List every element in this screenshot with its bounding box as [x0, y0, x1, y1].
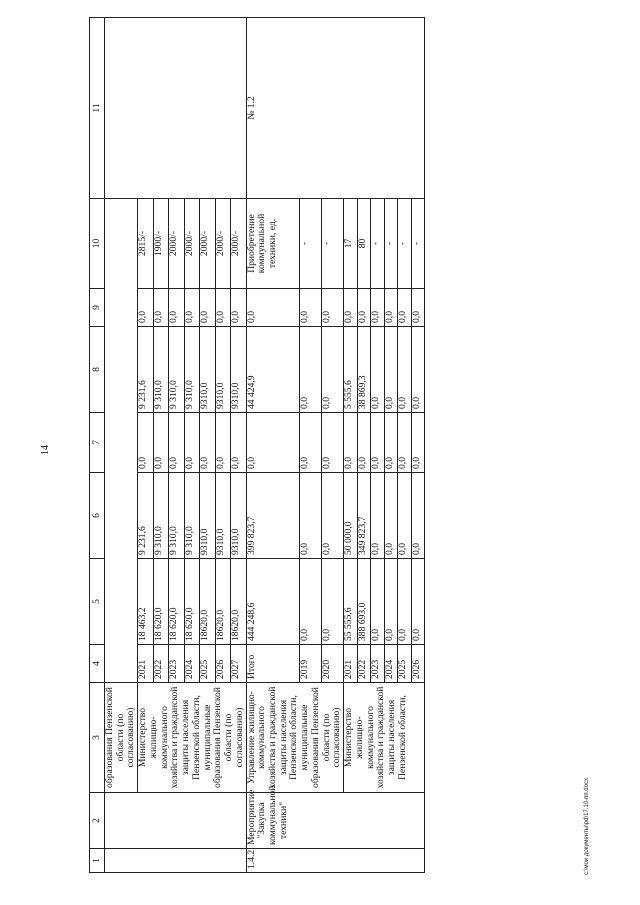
table-cell: 2000/-	[200, 199, 215, 289]
table-cell: -	[300, 199, 322, 289]
column-header: 2	[90, 793, 105, 849]
table-cell: -	[411, 199, 425, 289]
column-header: 3	[90, 683, 105, 793]
table-cell: 388 693,0	[357, 559, 371, 645]
table-cell: 0,0	[246, 289, 300, 327]
table-cell: 0,0	[384, 327, 398, 413]
table-cell: 38 869,3	[357, 327, 371, 413]
table-cell: 2025	[398, 645, 412, 683]
table-cell: -	[384, 199, 398, 289]
table-cell: 50 000,0	[344, 473, 358, 559]
table-cell: 0,0	[322, 413, 344, 473]
table-cell: 0,0	[411, 559, 425, 645]
table-cell: 0,0	[384, 559, 398, 645]
table-cell: 0,0	[153, 289, 168, 327]
table-cell: 0,0	[138, 413, 153, 473]
table-cell: 0,0	[322, 289, 344, 327]
table-cell: 9310,0	[215, 473, 230, 559]
table-row	[246, 18, 300, 873]
table-cell: 9 310,0	[184, 473, 199, 559]
table-cell: 0,0	[153, 413, 168, 473]
table-cell: 0,0	[357, 413, 371, 473]
program-table	[89, 17, 425, 873]
page-number: 14	[40, 445, 51, 455]
table-cell: 0,0	[398, 473, 412, 559]
table-cell: 2815/-	[138, 199, 153, 289]
table-cell: 2023	[371, 645, 385, 683]
table-cell: 9 310,0	[153, 327, 168, 413]
table-cell: 1900/-	[153, 199, 168, 289]
table-cell: -	[398, 199, 412, 289]
table-cell: 2022	[153, 645, 168, 683]
table-cell: 0,0	[169, 413, 184, 473]
table-cell: 2024	[184, 645, 199, 683]
table-cell: 2026	[215, 645, 230, 683]
responsible-cell: образования Пензенской области (по согласованию)	[105, 683, 138, 793]
table-cell: 9 310,0	[184, 327, 199, 413]
file-path-footer: c:\мои документы\pd\17.10-пп.docx	[584, 778, 590, 875]
table-cell: 80	[357, 199, 371, 289]
table-cell: 0,0	[398, 413, 412, 473]
table-cell: 0,0	[300, 559, 322, 645]
table-cell: 0,0	[200, 413, 215, 473]
column-header: 11	[90, 18, 105, 199]
table-cell: 18 620,0	[169, 559, 184, 645]
table-cell: 0,0	[411, 327, 425, 413]
table-cell: Итого	[246, 645, 300, 683]
table-cell: 18620,0	[200, 559, 215, 645]
table-cell: 2000/-	[215, 199, 230, 289]
table-cell: 18 463,2	[138, 559, 153, 645]
table-cell: 0,0	[371, 327, 385, 413]
table-cell: 444 248,6	[246, 559, 300, 645]
table-cell: 0,0	[231, 289, 247, 327]
responsible-cell: Министерство жилищно-коммунального хозяйства и гражданской защиты населения Пензенской области,	[344, 683, 425, 793]
table-cell: 0,0	[300, 413, 322, 473]
table-cell: 0,0	[300, 473, 322, 559]
table-cell: 18 620,0	[184, 559, 199, 645]
table-cell: 0,0	[398, 289, 412, 327]
table-cell: 9 310,0	[169, 327, 184, 413]
table-cell: 0,0	[300, 289, 322, 327]
table-cell: 0,0	[411, 473, 425, 559]
table-cell: 2000/-	[184, 199, 199, 289]
table-cell: 0,0	[200, 289, 215, 327]
table-cell: 0,0	[322, 327, 344, 413]
table-cell: 0,0	[300, 327, 322, 413]
column-header: 6	[90, 473, 105, 559]
table-cell: 0,0	[138, 289, 153, 327]
table-cell: 2020	[322, 645, 344, 683]
table-cell: 0,0	[384, 473, 398, 559]
table-cell: 2024	[384, 645, 398, 683]
table-cell: 5 555,6	[344, 327, 358, 413]
table-cell: 0,0	[384, 413, 398, 473]
table-cell: -	[371, 199, 385, 289]
table-cell: 0,0	[371, 559, 385, 645]
table-cell: 2019	[300, 645, 322, 683]
table-cell: 2025	[200, 645, 215, 683]
table-cell: 0,0	[184, 289, 199, 327]
table-cell: 2021	[344, 645, 358, 683]
table-cell	[105, 18, 247, 199]
table-cell: 17	[344, 199, 358, 289]
responsible-cell: Министерство жилищно-коммунального хозяйства и гражданской защиты населения Пензенской области, муниципальные образования Пензенской области (по согласованию)	[138, 683, 246, 793]
table-cell: 2000/-	[231, 199, 247, 289]
column-header: 1	[90, 849, 105, 873]
table-cell: 9310,0	[200, 327, 215, 413]
table-cell	[105, 849, 247, 873]
column-header: 7	[90, 413, 105, 473]
table-cell: 0,0	[411, 413, 425, 473]
table-cell: Приобретение коммунальной техники, ед.	[246, 199, 300, 289]
table-cell	[105, 199, 138, 683]
column-header: 8	[90, 327, 105, 413]
item-number: 1.4.2.	[246, 849, 425, 873]
column-header: 9	[90, 289, 105, 327]
table-cell: 2000/-	[169, 199, 184, 289]
table-cell	[105, 793, 247, 849]
table-cell: 0,0	[357, 289, 371, 327]
table-cell: 0,0	[371, 473, 385, 559]
table-cell: 9 310,0	[169, 473, 184, 559]
table-cell: 0,0	[344, 413, 358, 473]
table-cell: 2026	[411, 645, 425, 683]
table-cell: 18 620,0	[153, 559, 168, 645]
table-cell: 2022	[357, 645, 371, 683]
table-cell: 349 823,7	[357, 473, 371, 559]
table-cell: 399 823,7	[246, 473, 300, 559]
table-cell: 18620,0	[231, 559, 247, 645]
table-cell: 0,0	[322, 473, 344, 559]
table-cell: 55 555,6	[344, 559, 358, 645]
column-header: 4	[90, 645, 105, 683]
table-cell: 9310,0	[200, 473, 215, 559]
table-row	[105, 18, 138, 873]
table-cell: 0,0	[398, 559, 412, 645]
column-header: 10	[90, 199, 105, 289]
table-cell: 44 424,9	[246, 327, 300, 413]
table-cell: 0,0	[231, 413, 247, 473]
indicator-ref: № 1.2	[246, 18, 425, 199]
table-cell: 0,0	[371, 413, 385, 473]
table-cell: 2021	[138, 645, 153, 683]
table-cell: 0,0	[215, 413, 230, 473]
table-cell: 0,0	[246, 413, 300, 473]
rotated-table-container	[89, 18, 609, 873]
table-cell: 0,0	[215, 289, 230, 327]
table-cell: 9 231,6	[138, 327, 153, 413]
table-cell: 9 310,0	[153, 473, 168, 559]
table-cell: 0,0	[411, 289, 425, 327]
table-cell: 0,0	[344, 289, 358, 327]
table-cell: 2023	[169, 645, 184, 683]
table-cell: 0,0	[398, 327, 412, 413]
table-cell: 18620,0	[215, 559, 230, 645]
table-cell: 9 231,6	[138, 473, 153, 559]
header-row	[90, 18, 105, 873]
table-cell: 0,0	[371, 289, 385, 327]
responsible-cell: Управление жилищно-коммунального хозяйства и гражданской защиты населения Пензенской области, муниципальные образования Пензенской области (по согласованию)	[246, 683, 344, 793]
table-cell: 2027	[231, 645, 247, 683]
table-cell: 0,0	[169, 289, 184, 327]
table-cell: 0,0	[384, 289, 398, 327]
table-cell: 9310,0	[231, 473, 247, 559]
table-cell: 9310,0	[215, 327, 230, 413]
measure-name: Мероприятие "Закупка коммунальной техники"	[246, 793, 425, 849]
table-cell: -	[322, 199, 344, 289]
table-cell: 9310,0	[231, 327, 247, 413]
table-cell: 0,0	[184, 413, 199, 473]
column-header: 5	[90, 559, 105, 645]
table-cell: 0,0	[322, 559, 344, 645]
